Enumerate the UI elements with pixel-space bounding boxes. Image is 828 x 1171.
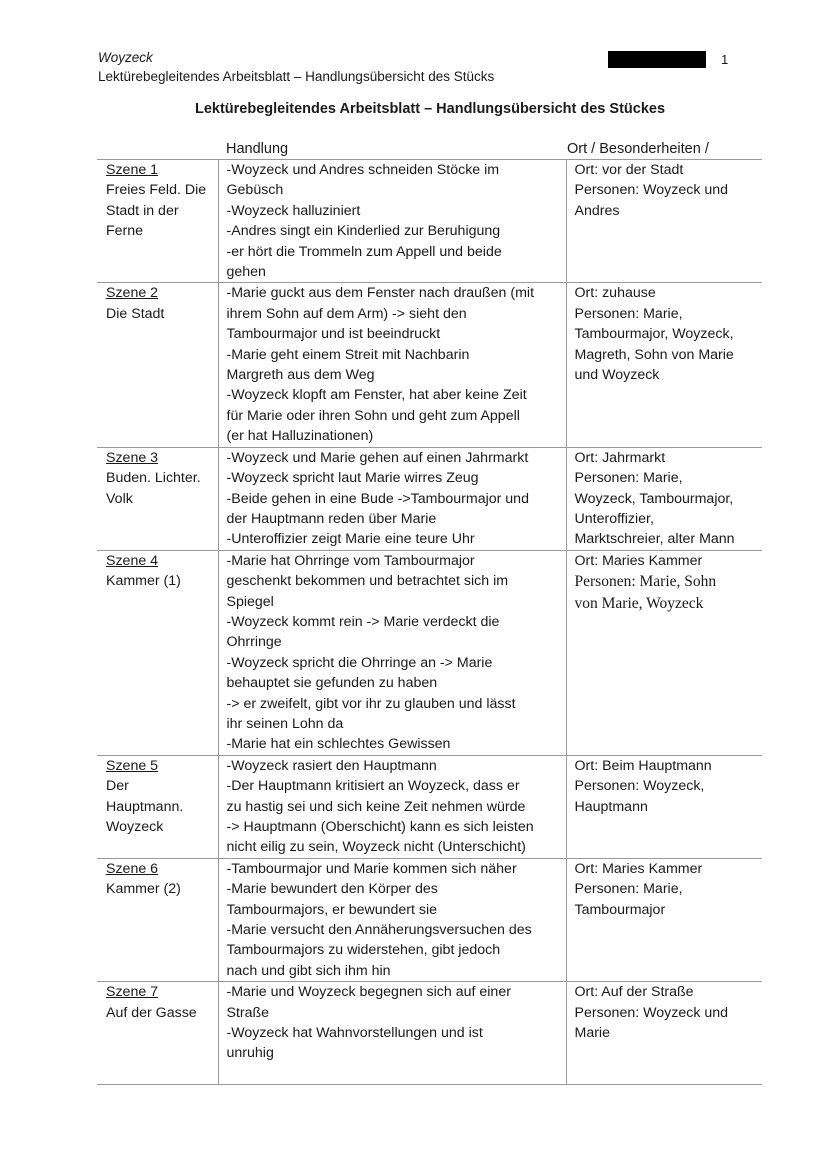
- handlung-line: nach und gibt sich ihm hin: [226, 962, 391, 979]
- ort-line: Marie: [574, 1025, 610, 1042]
- handlung-cell: [218, 550, 566, 755]
- ort-cell: [566, 982, 762, 1085]
- handlung-line: ihrem Sohn auf dem Arm) -> sieht den: [226, 305, 467, 322]
- ort-cell: [566, 550, 762, 755]
- handlung-cell: [218, 447, 566, 550]
- scene-title-line: Stadt in der: [106, 202, 179, 219]
- handlung-line: -Der Hauptmann kritisiert an Woyzeck, dass er: [226, 778, 520, 795]
- handlung-cell: [218, 755, 566, 858]
- handlung-line: gehen: [226, 264, 266, 281]
- handlung-line: Ohrringe: [226, 634, 282, 651]
- ort-line: Woyzeck, Tambourmajor,: [574, 490, 734, 507]
- handlung-cell: [218, 160, 566, 283]
- ort-line: Personen: Marie,: [574, 470, 683, 487]
- ort-line: Ort: Beim Hauptmann: [574, 757, 712, 774]
- redaction-box: [608, 51, 706, 68]
- document-title: Lektürebegleitendes Arbeitsblatt – Handlungsübersicht des Stückes: [194, 101, 666, 117]
- handlung-line: für Marie oder ihren Sohn und geht zum Appell: [226, 407, 520, 424]
- ort-line: Hauptmann: [574, 798, 648, 815]
- handlung-line: -Marie hat ein schlechtes Gewissen: [226, 736, 451, 753]
- handlung-line: -> er zweifelt, gibt vor ihr zu glauben und lässt: [226, 695, 516, 712]
- scene-title-line: Volk: [106, 490, 133, 507]
- ort-line: Personen: Marie, Sohn: [574, 573, 717, 591]
- ort-line: Ort: Maries Kammer: [574, 860, 703, 877]
- handlung-line: -Woyzeck und Marie gehen auf einen Jahrmarkt: [226, 449, 529, 466]
- ort-line: Magreth, Sohn von Marie: [574, 346, 734, 363]
- handlung-line: -Marie geht einem Streit mit Nachbarin: [226, 346, 470, 363]
- ort-line: von Marie, Woyzeck: [574, 595, 704, 613]
- handlung-line: -er hört die Trommeln zum Appell und beide: [226, 243, 502, 260]
- scene-number: Szene 1: [106, 162, 159, 178]
- header-title: Woyzeck: [98, 50, 153, 65]
- handlung-line: -Beide gehen in eine Bude ->Tambourmajor und: [226, 490, 529, 507]
- scene-title-line: Buden. Lichter.: [106, 470, 201, 487]
- scene-title-line: Kammer (1): [106, 573, 181, 590]
- ort-line: und Woyzeck: [574, 367, 660, 384]
- ort-cell: [566, 858, 762, 981]
- scene-title-line: Die Stadt: [106, 305, 165, 322]
- handlung-cell: [218, 858, 566, 981]
- handlung-line: -Woyzeck spricht laut Marie wirres Zeug: [226, 470, 479, 487]
- ort-line: Ort: Jahrmarkt: [574, 449, 666, 466]
- scene-number: Szene 2: [106, 285, 159, 302]
- scene-table: [97, 159, 762, 1085]
- scene-number: Szene 7: [106, 984, 159, 1001]
- handlung-line: Margreth aus dem Weg: [226, 367, 375, 384]
- handlung-line: -Andres singt ein Kinderlied zur Beruhigung: [226, 223, 501, 240]
- ort-cell: [566, 160, 762, 283]
- ort-line: Tambourmajor, Woyzeck,: [574, 326, 734, 343]
- handlung-line: -Woyzeck und Andres schneiden Stöcke im: [226, 162, 500, 178]
- handlung-line: Tambourmajors, er bewundert sie: [226, 901, 438, 918]
- ort-cell: [566, 283, 762, 447]
- ort-line: Personen: Marie,: [574, 305, 683, 322]
- handlung-line: -Woyzeck klopft am Fenster, hat aber keine Zeit: [226, 387, 527, 404]
- page-number: 1: [721, 52, 729, 67]
- scene-label-cell: [97, 160, 218, 283]
- handlung-line: -Marie bewundert den Körper des: [226, 881, 438, 898]
- handlung-line: -Woyzeck hat Wahnvorstellungen und ist: [226, 1025, 483, 1042]
- handlung-line: -> Hauptmann (Oberschicht) kann es sich leisten: [226, 819, 534, 835]
- ort-line: Personen: Woyzeck,: [574, 778, 705, 795]
- scene-row: [97, 160, 762, 283]
- ort-line: Andres: [574, 202, 620, 219]
- scene-row: [97, 858, 762, 981]
- ort-cell: [566, 755, 762, 858]
- handlung-line: Spiegel: [226, 593, 274, 610]
- scene-number: Szene 6: [106, 860, 159, 877]
- handlung-line: -Woyzeck rasiert den Hauptmann: [226, 757, 437, 774]
- header-subtitle: Lektürebegleitendes Arbeitsblatt – Handlungsübersicht des Stücks: [98, 69, 495, 84]
- handlung-line: -Tambourmajor und Marie kommen sich näher: [226, 860, 517, 877]
- scene-table-body: [97, 160, 762, 1085]
- ort-line: Ort: vor der Stadt: [574, 162, 684, 178]
- handlung-line: behauptet sie gefunden zu haben: [226, 675, 438, 692]
- ort-cell: [566, 447, 762, 550]
- scene-label-cell: [97, 982, 218, 1085]
- handlung-line: -Woyzeck spricht die Ohrringe an -> Marie: [226, 654, 493, 671]
- scene-title-line: Ferne: [106, 223, 144, 240]
- scene-number: Szene 4: [106, 552, 159, 569]
- scene-title-line: Freies Feld. Die: [106, 182, 207, 199]
- ort-line: Ort: Maries Kammer: [574, 552, 703, 569]
- scene-row: [97, 447, 762, 550]
- scene-label-cell: [97, 283, 218, 447]
- handlung-line: -Marie hat Ohrringe vom Tambourmajor: [226, 552, 475, 569]
- scene-number: Szene 3: [106, 449, 159, 466]
- handlung-cell: [218, 283, 566, 447]
- scene-title-line: Woyzeck: [106, 819, 164, 835]
- handlung-line: zu hastig sei und sich keine Zeit nehmen würde: [226, 798, 526, 815]
- scene-row: [97, 283, 762, 447]
- ort-line: Personen: Woyzeck und: [574, 182, 729, 199]
- scene-title-line: Auf der Gasse: [106, 1004, 197, 1021]
- scene-title-line: Kammer (2): [106, 881, 181, 898]
- ort-line: Ort: zuhause: [574, 285, 656, 302]
- scene-label-cell: [97, 550, 218, 755]
- scene-label-cell: [97, 755, 218, 858]
- scene-row: [97, 755, 762, 858]
- scene-number: Szene 5: [106, 757, 159, 774]
- ort-line: Personen: Woyzeck und: [574, 1004, 729, 1021]
- handlung-line: ihr seinen Lohn da: [226, 715, 344, 732]
- ort-line: Personen: Marie,: [574, 881, 683, 898]
- handlung-line: -Marie und Woyzeck begegnen sich auf einer: [226, 984, 511, 1001]
- scene-title-line: Der: [106, 778, 129, 795]
- ort-line: Unteroffizier,: [574, 510, 654, 527]
- scene-label-cell: [97, 858, 218, 981]
- scene-row: [97, 550, 762, 755]
- ort-line: Ort: Auf der Straße: [574, 984, 694, 1001]
- handlung-line: -Marie guckt aus dem Fenster nach draußen (mit: [226, 285, 535, 302]
- handlung-line: Tambourmajors zu widerstehen, gibt jedoch: [226, 942, 501, 959]
- handlung-cell: [218, 982, 566, 1085]
- handlung-line: -Unteroffizier zeigt Marie eine teure Uhr: [226, 531, 475, 548]
- handlung-line: -Woyzeck halluziniert: [226, 202, 361, 219]
- scene-title-line: Hauptmann.: [106, 798, 184, 815]
- handlung-line: der Hauptmann reden über Marie: [226, 510, 437, 527]
- ort-line: Tambourmajor: [574, 901, 666, 918]
- handlung-line: (er hat Halluzinationen): [226, 428, 374, 445]
- column-header-ort: Ort / Besonderheiten /: [567, 141, 709, 157]
- scene-label-cell: [97, 447, 218, 550]
- handlung-line: -Marie versucht den Annäherungsversuchen des: [226, 922, 532, 939]
- handlung-line: Straße: [226, 1004, 270, 1021]
- handlung-line: unruhig: [226, 1045, 274, 1062]
- handlung-line: Gebüsch: [226, 182, 284, 199]
- ort-line: Marktschreier, alter Mann: [574, 531, 735, 548]
- handlung-line: nicht eilig zu sein, Woyzeck nicht (Unterschicht): [226, 839, 526, 856]
- handlung-line: Tambourmajor und ist beeindruckt: [226, 326, 441, 343]
- handlung-line: geschenkt bekommen und betrachtet sich im: [226, 573, 509, 590]
- scene-row: [97, 982, 762, 1085]
- column-header-handlung: Handlung: [226, 141, 289, 157]
- handlung-line: -Woyzeck kommt rein -> Marie verdeckt die: [226, 613, 500, 630]
